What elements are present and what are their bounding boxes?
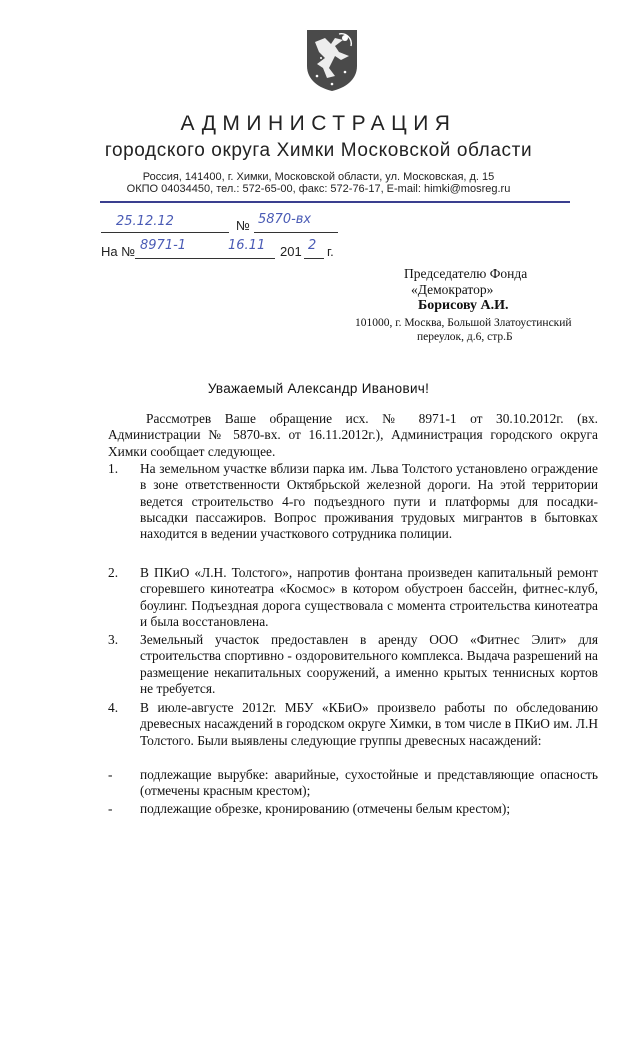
recipient-address-line2: переулок, д.6, стр.Б <box>417 331 513 343</box>
list-item-marker: - <box>108 801 113 816</box>
organization-title: АДМИНИСТРАЦИЯ <box>180 112 457 135</box>
list-item-text: В июле-августе 2012г. МБУ «КБиО» произвело работы по обследованию древесных насаждений в городском округе Химки, в том числе в ПКиО им. Л.Н Толстого. Были выявлены следующие группы древесных насаждений: <box>140 700 598 748</box>
list-item-text: Земельный участок предоставлен в аренду ООО «Фитнес Элит» для строительства спортивно - оздоровительного комплекса. Выдача разрешений на размещение некапитальных сооружений, а именно крытых теннисных кортов не требуется. <box>140 632 598 696</box>
organization-address: Россия, 141400, г. Химки, Московской области, ул. Московская, д. 15 <box>142 171 495 183</box>
recipient-name: Борисову А.И. <box>418 298 509 313</box>
year-underline <box>304 258 324 259</box>
coat-of-arms-emblem <box>305 28 359 92</box>
organization-subtitle: городского округа Химки Московской области <box>104 140 533 161</box>
recipient-position: Председателю Фонда <box>404 266 528 281</box>
organization-contacts: ОКПО 04034450, тел.: 572-65-00, факс: 572-76-17, E-mail: himki@mosreg.ru <box>126 183 511 195</box>
recipient-organization: «Демократор» <box>411 282 494 297</box>
list-item-text: подлежащие вырубке: аварийные, сухостойные и представляющие опасность (отмечены красным крестом); <box>140 767 598 799</box>
number-label: № <box>236 218 250 233</box>
list-item-marker: 3. <box>108 632 119 647</box>
list-item-marker: - <box>108 767 113 782</box>
number-underline <box>254 232 338 233</box>
list-item-marker: 2. <box>108 565 119 580</box>
intro-paragraph: Рассмотрев Ваше обращение исх. № 8971-1 от 30.10.2012г. (вх. Администрации № 5870-вх. от 16.11.2012г.), Администрация городского округа Химки сообщает следующее. <box>108 411 598 459</box>
registration-number: 5870-вх <box>258 212 312 227</box>
year-label: г. <box>327 244 334 259</box>
list-item-text: На земельном участке вблизи парка им. Льва Толстого установлено ограждение в зоне ответственности Октябрьской железной дороги. На этой территории ведется строительство 4-го подъездного пути и платформы для посадки-высадки пассажиров. Вопрос проживания трудовых мигрантов в бытовках находится в ведении участкового сотрудника полиции. <box>140 461 598 542</box>
header-divider <box>100 201 570 203</box>
reply-number: 8971-1 <box>140 238 187 253</box>
recipient-address-line1: 101000, г. Москва, Большой Златоустинский <box>355 317 572 329</box>
date-underline <box>101 232 229 233</box>
reply-date: 16.11 <box>228 238 266 253</box>
greeting: Уважаемый Александр Иванович! <box>207 381 430 396</box>
list-item-text: подлежащие обрезке, кронированию (отмечены белым крестом); <box>140 801 511 816</box>
reply-underline <box>135 258 275 259</box>
list-item-marker: 4. <box>108 700 119 715</box>
year-suffix: 2 <box>308 238 317 253</box>
list-item-text: В ПКиО «Л.Н. Толстого», напротив фонтана произведен капитальный ремонт сгоревшего кинотеатра «Космос» в котором обустроен бассейн, фитнес-клуб, боулинг. Подъездная дорога существовала с момента строительства кинотеатра и была восстановлена. <box>140 565 598 629</box>
list-item-marker: 1. <box>108 461 119 476</box>
registration-date: 25.12.12 <box>116 214 174 229</box>
year-prefix: 201 <box>280 244 302 259</box>
reply-number-label: На № <box>101 244 136 259</box>
